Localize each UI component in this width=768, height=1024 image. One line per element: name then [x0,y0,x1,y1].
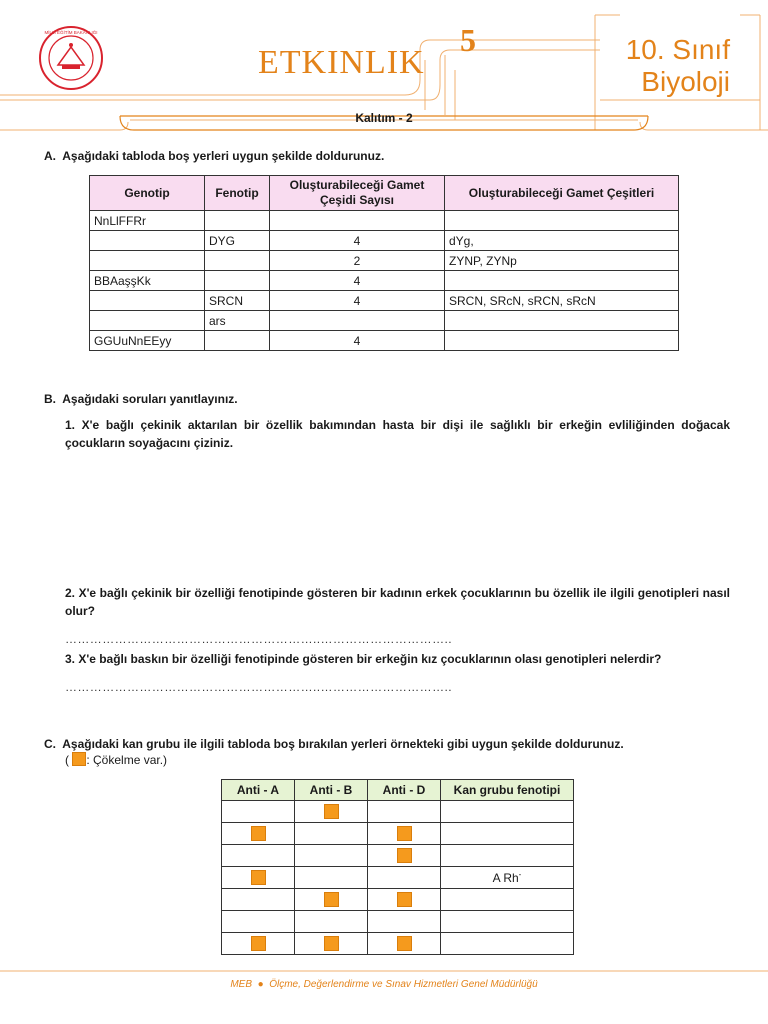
anti-d-cell [368,823,441,845]
precipitate-square-icon [324,892,339,907]
table-row [222,933,574,955]
anti-d-cell [368,933,441,955]
section-a-label: A. [44,149,56,163]
grade-subject [600,34,730,98]
table-row [90,311,679,331]
table-cell: SRCN, SRcN, sRCN, sRcN [445,291,679,311]
anti-d-cell [368,889,441,911]
table-row [90,291,679,311]
table-cell: 4 [270,291,445,311]
phenotype-text: A Rh [492,871,519,885]
anti-d-cell [368,911,441,933]
table-cell[interactable] [90,311,205,331]
table-cell[interactable] [205,211,270,231]
legend-open: ( [65,753,69,767]
table-row [222,823,574,845]
footer-line [0,966,768,976]
blood-group-table [221,779,574,955]
footer-dept: Ölçme, Değerlendirme ve Sınav Hizmetleri Genel Müdürlüğü [269,979,538,990]
legend [65,752,167,767]
precipitate-square-icon [397,936,412,951]
table-cell[interactable] [270,211,445,231]
table-row [222,845,574,867]
precipitate-square-icon [251,826,266,841]
precipitate-square-icon [397,826,412,841]
grade-label: 10. Sınıf [625,34,730,65]
table-row [90,271,679,291]
table-row [222,801,574,823]
anti-a-cell [222,823,295,845]
table-cell[interactable] [445,211,679,231]
section-a-heading [44,149,384,163]
footer-org: MEB [230,979,253,990]
anti-a-cell [222,911,295,933]
table-row [90,211,679,231]
table-cell: 4 [270,231,445,251]
table-cell[interactable] [445,311,679,331]
anti-b-cell [295,911,368,933]
section-b-title: Aşağıdaki soruları yanıtlayınız. [62,392,238,406]
table-cell[interactable] [90,251,205,271]
genotype-table [89,175,679,351]
table-row [90,331,679,351]
col-fenotip: Fenotip [205,176,270,211]
answer-line-3[interactable]: ……………………………………………………..………………………….. [65,680,452,694]
table-cell: ZYNP, ZYNp [445,251,679,271]
etkinlik-number: 5 [460,22,476,58]
table-cell: DYG [205,231,270,251]
anti-b-cell [295,845,368,867]
section-c-heading [44,735,730,753]
table-row [222,867,574,889]
anti-a-cell [222,889,295,911]
col-anti-a: Anti - A [222,780,295,801]
rh-sign: - [518,870,522,879]
precipitate-square-icon [397,892,412,907]
phenotype-cell[interactable] [441,801,574,823]
col-genotip: Genotip [90,176,205,211]
topic-title: Kalıtım - 2 [355,111,413,125]
table-cell[interactable] [205,271,270,291]
precipitate-square-icon [397,848,412,863]
logo-ring-text: MİLLÎ EĞİTİM BAKANLIĞI [44,30,98,35]
question-2: 2. X'e bağlı çekinik bir özelliği fenotipinde gösteren bir kadının erkek çocuklarının bu özellik ile ilgili genotipleri nasıl olur? [65,586,730,618]
table-cell[interactable] [445,271,679,291]
phenotype-cell[interactable] [441,823,574,845]
phenotype-cell[interactable] [441,933,574,955]
table-cell: ars [205,311,270,331]
anti-a-cell [222,933,295,955]
footer [0,979,768,990]
section-b-heading [44,392,238,406]
table-row [90,251,679,271]
precipitate-square-icon [324,804,339,819]
col-gamet-cesitleri: Oluşturabileceği Gamet Çeşitleri [445,176,679,211]
section-a-title: Aşağıdaki tabloda boş yerleri uygun şekilde doldurunuz. [62,149,385,163]
question-1: 1. X'e bağlı çekinik aktarılan bir özellik bakımından hasta bir dişi ile sağlıklı bir erkeğin evliliğinden doğacak çocukların soyağacını çiziniz. [65,418,730,450]
table-cell: GGUuNnEEyy [90,331,205,351]
table-cell: dYg, [445,231,679,251]
col-anti-b: Anti - B [295,780,368,801]
table-cell[interactable] [90,291,205,311]
legend-text: : Çökelme var.) [86,753,168,767]
section-b-label: B. [44,392,56,406]
anti-b-cell [295,801,368,823]
meb-logo [38,25,104,91]
table-row [222,911,574,933]
footer-bullet: ● [257,979,264,990]
col-anti-d: Anti - D [368,780,441,801]
phenotype-cell[interactable] [441,911,574,933]
anti-d-cell [368,845,441,867]
subject-label: Biyoloji [641,66,730,97]
table-cell: BBAaşşKk [90,271,205,291]
question-3: 3. X'e bağlı baskın bir özelliği fenotipinde gösteren bir erkeğin kız çocuklarının olası genotipleri nelerdir? [65,652,662,666]
precipitate-square-icon [251,870,266,885]
section-c-title: Aşağıdaki kan grubu ile ilgili tabloda boş bırakılan yerleri örnekteki gibi uygun şekilde doldurunuz. [62,737,624,751]
phenotype-cell [441,867,574,889]
precipitate-square-icon [324,936,339,951]
anti-b-cell [295,889,368,911]
section-c-label: C. [44,737,56,751]
table-cell[interactable] [90,231,205,251]
table-cell: SRCN [205,291,270,311]
anti-a-cell [222,845,295,867]
table-row [222,889,574,911]
table-cell[interactable] [445,331,679,351]
anti-b-cell [295,823,368,845]
answer-line-2[interactable]: ……………………………………………………..………………………….. [65,632,452,646]
table-cell: 2 [270,251,445,271]
table-cell: 4 [270,271,445,291]
anti-b-cell [295,933,368,955]
col-phenotype: Kan grubu fenotipi [441,780,574,801]
table-cell: NnLlFFRr [90,211,205,231]
anti-b-cell [295,867,368,889]
etkinlik-title: ETKINLIK [258,44,425,81]
table-row [90,231,679,251]
anti-a-cell [222,867,295,889]
col-gamet-sayisi: Oluşturabileceği Gamet Çeşidi Sayısı [270,176,445,211]
table-cell[interactable] [205,251,270,271]
phenotype-cell[interactable] [441,845,574,867]
table-cell[interactable] [270,311,445,331]
anti-d-cell [368,801,441,823]
phenotype-cell[interactable] [441,889,574,911]
table-cell: 4 [270,331,445,351]
anti-a-cell [222,801,295,823]
table-cell[interactable] [205,331,270,351]
precipitate-square-icon [72,752,86,766]
precipitate-square-icon [251,936,266,951]
anti-d-cell [368,867,441,889]
